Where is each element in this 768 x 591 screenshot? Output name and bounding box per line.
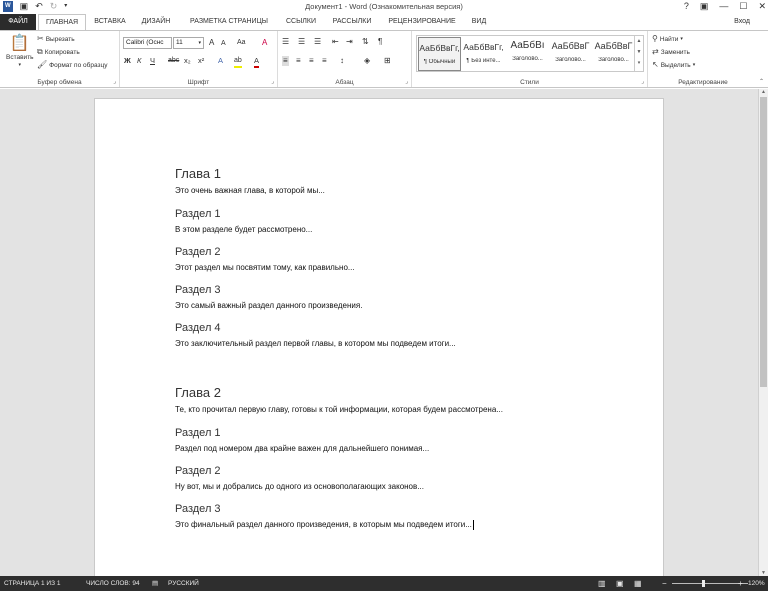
highlight-button[interactable]: ab bbox=[234, 56, 242, 68]
cut-button[interactable] bbox=[37, 35, 75, 43]
cursor-icon: ↖ bbox=[652, 60, 659, 69]
doc-block bbox=[175, 385, 503, 415]
scissors-icon: ✂ bbox=[37, 34, 44, 43]
maximize-icon[interactable]: ☐ bbox=[739, 1, 748, 11]
style-name: Заголово... bbox=[512, 56, 543, 62]
doc-block bbox=[175, 321, 456, 349]
tab-review[interactable]: РЕЦЕНЗИРОВАНИЕ bbox=[388, 18, 456, 25]
doc-block bbox=[175, 464, 424, 492]
paragraph-group bbox=[278, 31, 412, 87]
copy-icon: ⧉ bbox=[37, 47, 43, 56]
replace-icon: ⇄ bbox=[652, 47, 659, 56]
zoom-out-button[interactable]: − bbox=[662, 579, 667, 588]
style-name: ¶ Без инте... bbox=[466, 58, 501, 64]
heading-2: Раздел 1 bbox=[175, 427, 221, 439]
paragraph-group-label: Абзац bbox=[335, 79, 354, 86]
gallery-more-icon[interactable]: ▾ bbox=[637, 60, 641, 66]
align-center-icon[interactable]: ≡ bbox=[296, 56, 301, 65]
close-icon[interactable]: ✕ bbox=[758, 1, 766, 11]
paragraph: В этом разделе будет рассмотрено... bbox=[175, 225, 313, 234]
copy-button[interactable] bbox=[37, 48, 80, 56]
ribbon bbox=[0, 30, 768, 88]
styles-group-label: Стили bbox=[520, 79, 539, 86]
style-preview: АаБбВвГ bbox=[551, 41, 590, 51]
chevron-down-icon: ▾ bbox=[18, 62, 22, 68]
heading-1: Глава 1 bbox=[175, 166, 221, 181]
numbering-icon[interactable]: ☰ bbox=[298, 37, 306, 46]
paragraph: Это самый важный раздел данного произведения. bbox=[175, 301, 363, 310]
signin-link[interactable]: Вход bbox=[734, 18, 750, 25]
style-preview: АаБбВвГ bbox=[594, 41, 633, 51]
paragraph: Раздел под номером два крайне важен для дальнейшего понимая... bbox=[175, 444, 430, 453]
clear-format-button[interactable]: A bbox=[262, 38, 268, 47]
tab-file[interactable]: ФАЙЛ bbox=[0, 14, 36, 30]
font-group-label: Шрифт bbox=[187, 79, 210, 86]
doc-block bbox=[175, 207, 312, 235]
style-name: Заголово... bbox=[555, 57, 586, 63]
superscript-button[interactable]: x² bbox=[198, 56, 205, 65]
select-button[interactable] bbox=[652, 61, 695, 69]
gallery-scroll[interactable] bbox=[634, 36, 643, 71]
heading-1: Глава 2 bbox=[175, 385, 221, 400]
chevron-down-icon: ▾ bbox=[680, 36, 683, 42]
paragraph: Ну вот, мы и добрались до одного из основополагающих законов... bbox=[175, 482, 424, 491]
paragraph: Те, кто прочитал первую главу, готовы к той информации, которая будем рассмотрена... bbox=[175, 405, 503, 414]
chevron-up-icon[interactable]: ▲ bbox=[636, 38, 642, 44]
text-effects-button[interactable]: A bbox=[218, 56, 224, 65]
clipboard-group bbox=[0, 31, 120, 87]
shrink-font-button[interactable]: A bbox=[221, 40, 226, 47]
zoom-level[interactable]: 120% bbox=[748, 580, 765, 587]
dialog-launcher-icon[interactable]: ⌟ bbox=[271, 79, 274, 85]
style-heading-1[interactable] bbox=[506, 37, 549, 71]
redo-icon[interactable]: ↻ bbox=[49, 1, 58, 11]
scroll-down-icon[interactable]: ▼ bbox=[761, 570, 766, 576]
heading-2: Раздел 1 bbox=[175, 208, 221, 220]
tab-view[interactable]: ВИД bbox=[471, 18, 487, 25]
word-count[interactable]: ЧИСЛО СЛОВ: 94 bbox=[86, 580, 140, 587]
font-size-value: 11 bbox=[176, 39, 183, 46]
font-color-button[interactable]: A bbox=[254, 56, 259, 68]
paragraph: Это заключительный раздел первой главы, в котором мы подведем итоги... bbox=[175, 339, 456, 348]
bold-button[interactable]: Ж bbox=[124, 56, 131, 65]
multilevel-list-icon[interactable]: ☰ bbox=[314, 37, 322, 46]
doc-block bbox=[175, 245, 355, 273]
style-name: Заголово... bbox=[598, 57, 629, 63]
font-name-field[interactable]: Calibri (Оснс bbox=[123, 37, 172, 49]
page-count[interactable]: СТРАНИЦА 1 ИЗ 1 bbox=[4, 580, 61, 587]
customize-icon[interactable]: ▾ bbox=[64, 3, 68, 9]
binoculars-icon: ⚲ bbox=[652, 34, 658, 43]
align-right-icon[interactable]: ≡ bbox=[309, 56, 314, 65]
doc-block bbox=[175, 166, 325, 196]
format-painter-button[interactable] bbox=[37, 61, 107, 69]
replace-button[interactable] bbox=[652, 48, 690, 56]
minimize-icon[interactable]: — bbox=[719, 1, 729, 11]
style-heading-3[interactable] bbox=[592, 37, 635, 71]
editing-group-label: Редактирование bbox=[678, 79, 728, 86]
line-spacing-icon[interactable]: ↕ bbox=[340, 56, 344, 65]
tab-layout[interactable]: РАЗМЕТКА СТРАНИЦЫ bbox=[190, 18, 268, 25]
doc-block bbox=[175, 426, 429, 454]
dialog-launcher-icon[interactable]: ⌟ bbox=[641, 79, 644, 85]
scrollbar-thumb[interactable] bbox=[760, 97, 767, 387]
format-painter-label: Формат по образцу bbox=[49, 61, 108, 69]
document-page[interactable] bbox=[94, 98, 664, 576]
paragraph: Этот раздел мы посвятим тому, как правильно... bbox=[175, 263, 355, 272]
clipboard-icon: 📋 bbox=[9, 35, 30, 52]
brush-icon: 🖌 bbox=[37, 60, 48, 69]
title-bar bbox=[0, 0, 768, 14]
tab-design[interactable]: ДИЗАЙН bbox=[141, 18, 171, 25]
heading-2: Раздел 2 bbox=[175, 246, 221, 258]
justify-icon[interactable]: ≡ bbox=[322, 56, 327, 65]
style-no-spacing[interactable] bbox=[462, 37, 505, 71]
chevron-down-icon: ▾ bbox=[692, 62, 696, 68]
word-logo-icon: W bbox=[3, 1, 13, 12]
zoom-in-button[interactable]: + bbox=[738, 579, 743, 588]
borders-icon[interactable]: ⊞ bbox=[384, 56, 391, 65]
window-title: Документ1 - Word (Ознакомительная версия) bbox=[305, 2, 463, 11]
italic-button[interactable]: К bbox=[137, 56, 142, 65]
align-left-icon[interactable]: ≡ bbox=[283, 56, 288, 65]
underline-button[interactable]: Ч bbox=[150, 56, 155, 65]
bullets-icon[interactable]: ☰ bbox=[282, 37, 290, 46]
scroll-up-icon[interactable]: ▲ bbox=[761, 89, 766, 95]
paste-button[interactable] bbox=[6, 35, 34, 68]
style-preview: АаБбВı bbox=[510, 40, 545, 51]
ribbon-display-icon[interactable]: ▣ bbox=[699, 1, 709, 11]
vertical-scrollbar[interactable] bbox=[758, 89, 768, 576]
heading-2: Раздел 2 bbox=[175, 465, 221, 477]
paste-label: Вставить bbox=[6, 54, 34, 61]
tab-references[interactable]: ССЫЛКИ bbox=[285, 18, 316, 25]
heading-2: Раздел 4 bbox=[175, 322, 221, 334]
editing-group bbox=[648, 31, 758, 87]
font-group bbox=[120, 31, 278, 87]
zoom-slider-thumb[interactable] bbox=[702, 580, 705, 587]
subscript-button[interactable]: x₂ bbox=[184, 56, 191, 65]
increase-indent-icon[interactable]: ⇥ bbox=[346, 37, 353, 46]
tab-mailings[interactable]: РАССЫЛКИ bbox=[332, 18, 372, 25]
paragraph-text: Это финальный раздел данного произведения, в которым мы подведем итоги... bbox=[175, 520, 472, 529]
cut-label: Вырезать bbox=[45, 35, 75, 43]
read-mode-icon[interactable]: ▥ bbox=[598, 579, 606, 588]
save-icon[interactable]: ▣ bbox=[19, 1, 29, 11]
undo-icon[interactable]: ↶ bbox=[35, 1, 43, 11]
copy-label: Копировать bbox=[44, 48, 80, 56]
style-normal[interactable] bbox=[418, 37, 461, 71]
find-button[interactable] bbox=[652, 35, 683, 43]
grow-font-button[interactable]: A bbox=[209, 38, 215, 47]
clipboard-group-label: Буфер обмена bbox=[37, 79, 82, 86]
dialog-launcher-icon[interactable]: ⌟ bbox=[113, 79, 116, 85]
proofing-icon[interactable]: ▤ bbox=[152, 580, 159, 587]
zoom-slider[interactable] bbox=[672, 583, 748, 584]
tab-home[interactable]: ГЛАВНАЯ bbox=[38, 14, 86, 31]
heading-2: Раздел 3 bbox=[175, 284, 221, 296]
shading-icon[interactable]: ◈ bbox=[364, 56, 371, 65]
window-controls bbox=[684, 0, 766, 13]
print-layout-icon[interactable]: ▣ bbox=[616, 579, 624, 588]
show-marks-button[interactable]: ¶ bbox=[378, 37, 383, 46]
status-bar bbox=[0, 576, 768, 591]
replace-label: Заменить bbox=[660, 48, 690, 56]
style-heading-2[interactable] bbox=[549, 37, 592, 71]
document-area bbox=[0, 89, 758, 576]
style-preview: АаБбВвГг, bbox=[463, 42, 504, 52]
ribbon-tabs bbox=[0, 14, 768, 30]
chevron-down-icon[interactable]: ▼ bbox=[636, 49, 642, 55]
sort-icon[interactable]: ⇅ bbox=[362, 37, 369, 46]
font-size-field[interactable] bbox=[173, 37, 204, 49]
dialog-launcher-icon[interactable]: ⌟ bbox=[405, 79, 408, 85]
language[interactable]: РУССКИЙ bbox=[168, 580, 199, 587]
tab-insert[interactable]: ВСТАВКА bbox=[94, 18, 126, 25]
find-label: Найти bbox=[659, 35, 679, 43]
doc-block bbox=[175, 502, 474, 530]
style-preview: АаБбВвГг, bbox=[419, 43, 460, 53]
style-name: ¶ Обычный bbox=[423, 59, 456, 65]
doc-block bbox=[175, 283, 362, 311]
text-cursor bbox=[473, 520, 474, 530]
paragraph bbox=[175, 519, 474, 530]
select-label: Выделить bbox=[660, 61, 691, 69]
help-icon[interactable]: ? bbox=[683, 1, 689, 11]
paragraph: Это очень важная глава, в которой мы... bbox=[175, 186, 325, 195]
styles-gallery bbox=[416, 35, 644, 72]
collapse-ribbon-icon[interactable]: ⌃ bbox=[758, 79, 764, 85]
strikethrough-button[interactable]: abc bbox=[168, 57, 180, 64]
chevron-down-icon: ▾ bbox=[198, 40, 201, 46]
heading-2: Раздел 3 bbox=[175, 503, 221, 515]
web-layout-icon[interactable]: ▦ bbox=[634, 579, 642, 588]
change-case-button[interactable]: Aa bbox=[237, 39, 246, 46]
decrease-indent-icon[interactable]: ⇤ bbox=[332, 37, 339, 46]
